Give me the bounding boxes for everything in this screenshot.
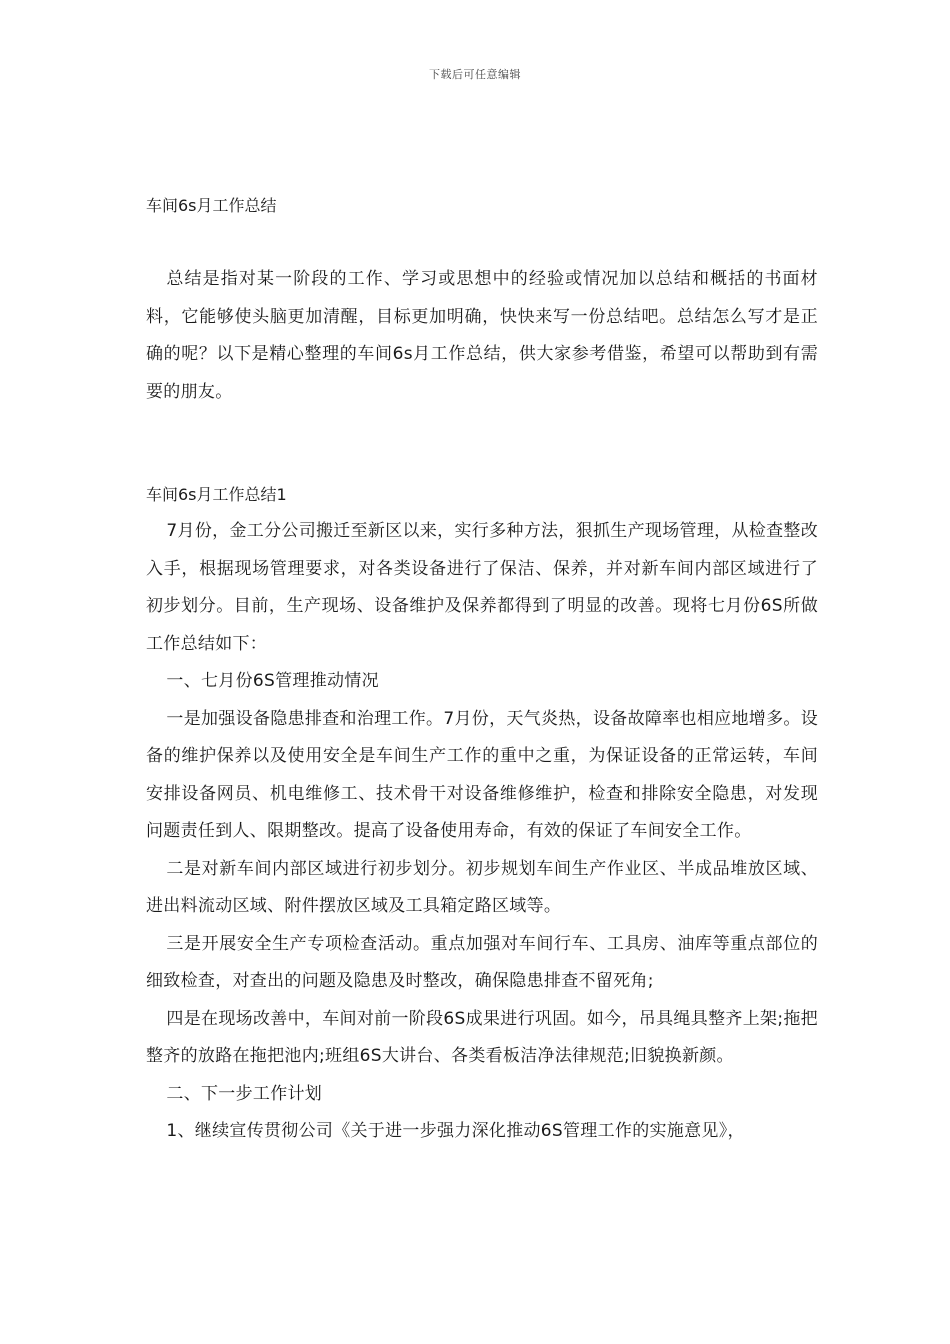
paragraph: 二是对新车间内部区域进行初步划分。初步规划车间生产作业区、半成品堆放区域、进出料流动区域、附件摆放区域及工具箱定路区域等。 [146, 858, 818, 916]
intro-paragraph: 总结是指对某一阶段的工作、学习或思想中的经验或情况加以总结和概括的书面材料，它能够使头脑更加清醒，目标更加明确，快快来写一份总结吧。总结怎么写才是正确的呢？以下是精心整理的车间6s月工作总结，供大家参考借鉴，希望可以帮助到有需要的朋友。 [146, 269, 818, 402]
header-note: 下载后可任意编辑 [429, 68, 521, 81]
paragraph: 7月份，金工分公司搬迁至新区以来，实行多种方法，狠抓生产现场管理，从检查整改入手，根据现场管理要求，对各类设备进行了保洁、保养，并对新车间内部区域进行了初步划分。目前，生产现场、设备维护及保养都得到了明显的改善。现将七月份6S所做工作总结如下： [146, 521, 818, 654]
section-title: 车间6s月工作总结1 [146, 485, 287, 504]
document-title: 车间6s月工作总结 [146, 196, 277, 215]
subheading: 二、下一步工作计划 [166, 1083, 323, 1104]
subheading: 一、七月份6S管理推动情况 [166, 671, 379, 691]
document-body [146, 192, 818, 1151]
paragraph: 1、继续宣传贯彻公司《关于进一步强力深化推动6S管理工作的实施意见》， [166, 1121, 745, 1141]
section-body [146, 513, 818, 1151]
paragraph: 三是开展安全生产专项检查活动。重点加强对车间行车、工具房、油库等重点部位的细致检查，对查出的问题及隐患及时整改，确保隐患排查不留死角; [146, 933, 818, 991]
paragraph: 四是在现场改善中，车间对前一阶段6S成果进行巩固。如今，吊具绳具整齐上架;拖把整齐的放路在拖把池内;班组6S大讲台、各类看板洁净法律规范;旧貌换新颜。 [146, 1008, 818, 1066]
paragraph: 一是加强设备隐患排查和治理工作。7月份，天气炎热，设备故障率也相应地增多。设备的维护保养以及使用安全是车间生产工作的重中之重，为保证设备的正常运转，车间安排设备网员、机电维修工、技术骨干对设备维修维护，检查和排除安全隐患，对发现问题责任到人、限期整改。提高了设备使用寿命，有效的保证了车间安全工作。 [146, 708, 818, 841]
